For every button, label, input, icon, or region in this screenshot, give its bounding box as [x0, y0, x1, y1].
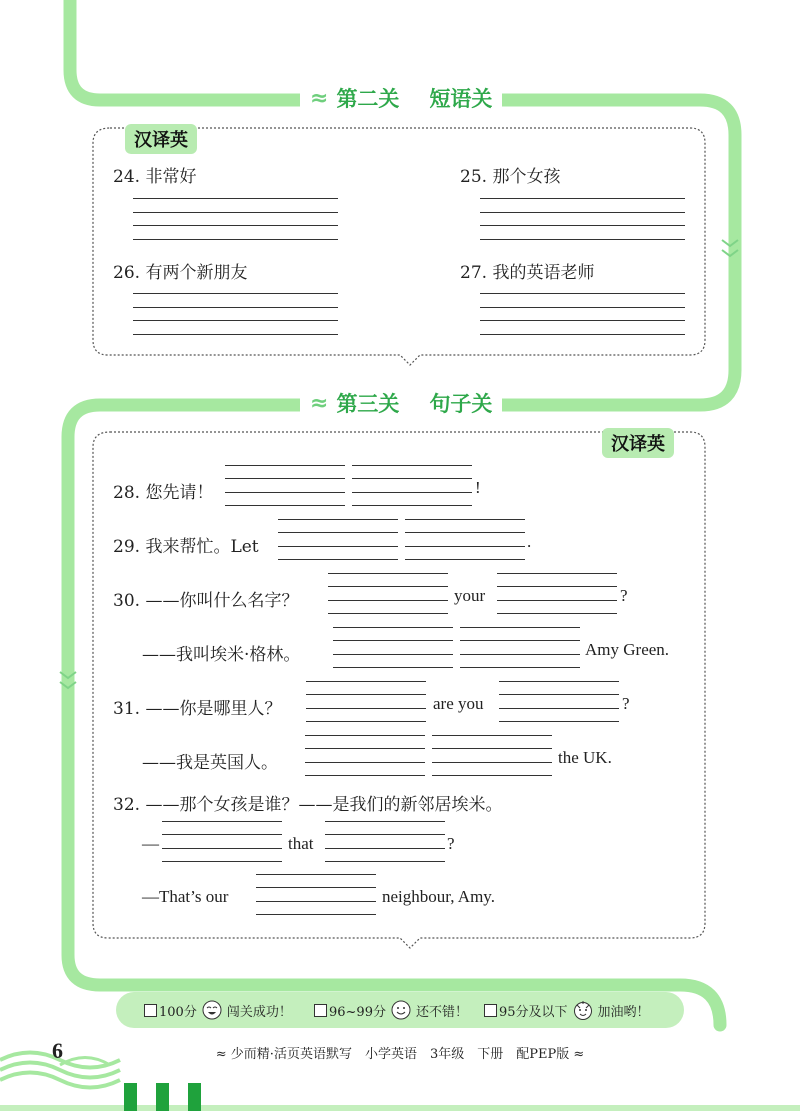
- answer-line[interactable]: [133, 212, 338, 213]
- question-number: 27.: [460, 263, 488, 283]
- answer-line[interactable]: [278, 519, 398, 520]
- answer-line[interactable]: [162, 834, 282, 835]
- answer-line[interactable]: [333, 640, 453, 641]
- answer-line[interactable]: [499, 681, 619, 682]
- answer-line[interactable]: [333, 654, 453, 655]
- answer-line[interactable]: [162, 848, 282, 849]
- answer-line[interactable]: [306, 681, 426, 682]
- answer-line[interactable]: [432, 735, 552, 736]
- checkbox[interactable]: [484, 1004, 497, 1017]
- score-text: 95分及以下: [499, 1004, 568, 1020]
- answer-line[interactable]: [305, 762, 425, 763]
- checkbox[interactable]: [144, 1004, 157, 1017]
- answer-31: ——我是英国人。: [142, 753, 278, 773]
- banner-title: 第二关: [336, 87, 400, 111]
- answer-line[interactable]: [480, 320, 685, 321]
- answer-line[interactable]: [328, 586, 448, 587]
- answer-line[interactable]: [225, 478, 345, 479]
- banner-subtitle: 句子关: [429, 392, 493, 416]
- question-24: [113, 162, 196, 187]
- answer-line[interactable]: [328, 573, 448, 574]
- answer-line[interactable]: [133, 225, 338, 226]
- banner-subtitle: 短语关: [429, 87, 493, 111]
- answer-line[interactable]: [497, 600, 617, 601]
- inline-word: Amy Green.: [585, 640, 670, 659]
- wave-icon: ≈: [310, 85, 329, 111]
- dash: —: [142, 834, 159, 853]
- question-text: 我的英语老师: [492, 263, 595, 283]
- question-27: [460, 258, 594, 283]
- answer-line[interactable]: [328, 600, 448, 601]
- answer-line[interactable]: [306, 694, 426, 695]
- laughing-face-icon: [201, 999, 223, 1021]
- inline-word: the UK.: [558, 748, 612, 767]
- cheering-face-icon: [572, 999, 594, 1021]
- answer-line[interactable]: [405, 546, 525, 547]
- answer-line[interactable]: [460, 667, 580, 668]
- answer-line[interactable]: [480, 334, 685, 335]
- answer-line[interactable]: [133, 198, 338, 199]
- question-31: 31. ——你是哪里人？: [113, 699, 282, 719]
- question-25: [460, 162, 560, 187]
- answer-line[interactable]: [225, 465, 345, 466]
- answer-line[interactable]: [499, 694, 619, 695]
- wave-icon: ≈: [310, 390, 329, 416]
- question-30: 30. ——你叫什么名字？: [113, 591, 299, 611]
- answer-line[interactable]: [133, 334, 338, 335]
- answer-line[interactable]: [256, 901, 376, 902]
- inline-word: your: [454, 586, 486, 605]
- score-text: 100分: [159, 1004, 197, 1020]
- answer-line[interactable]: [306, 721, 426, 722]
- smiley-face-icon: [390, 999, 412, 1021]
- answer-line[interactable]: [480, 212, 685, 213]
- answer-line[interactable]: [333, 667, 453, 668]
- decorative-bar: [188, 1083, 201, 1111]
- answer-line[interactable]: [480, 198, 685, 199]
- answer-line[interactable]: [405, 532, 525, 533]
- answer-line[interactable]: [133, 239, 338, 240]
- punctuation: !: [475, 478, 481, 497]
- question-number: 26.: [113, 263, 141, 283]
- answer-line[interactable]: [499, 708, 619, 709]
- question-29: 29. 我来帮忙。Let: [113, 537, 259, 557]
- answer-line[interactable]: [405, 519, 525, 520]
- answer-line[interactable]: [305, 775, 425, 776]
- answer-line[interactable]: [460, 654, 580, 655]
- answer-line[interactable]: [480, 293, 685, 294]
- answer-line[interactable]: [162, 861, 282, 862]
- answer-line[interactable]: [480, 225, 685, 226]
- question-number: 25.: [460, 167, 488, 187]
- question-text: 有两个新朋友: [145, 263, 248, 283]
- answer-line[interactable]: [305, 748, 425, 749]
- sentence-start: —That’s our: [142, 887, 229, 906]
- inline-word: are you: [433, 694, 484, 713]
- answer-line[interactable]: [133, 293, 338, 294]
- answer-line[interactable]: [432, 748, 552, 749]
- answer-line[interactable]: [497, 613, 617, 614]
- answer-line[interactable]: [256, 887, 376, 888]
- checkbox[interactable]: [314, 1004, 327, 1017]
- answer-line[interactable]: [133, 307, 338, 308]
- answer-line[interactable]: [352, 478, 472, 479]
- answer-line[interactable]: [328, 613, 448, 614]
- answer-line[interactable]: [325, 834, 445, 835]
- score-message: 闯关成功！: [226, 1004, 292, 1020]
- answer-line[interactable]: [133, 320, 338, 321]
- answer-line[interactable]: [162, 821, 282, 822]
- answer-line[interactable]: [352, 505, 472, 506]
- decorative-bar: [124, 1083, 137, 1111]
- score-text: 96~99分: [329, 1004, 386, 1020]
- answer-line[interactable]: [497, 586, 617, 587]
- inline-word: neighbour, Amy.: [382, 887, 495, 906]
- section-tag: 汉译英: [125, 124, 197, 154]
- page-number: 6: [52, 1038, 63, 1063]
- inline-word: that: [288, 834, 314, 853]
- answer-line[interactable]: [325, 821, 445, 822]
- answer-line[interactable]: [325, 848, 445, 849]
- score-message: 加油哟！: [597, 1004, 650, 1020]
- score-bar: [116, 992, 684, 1028]
- section-banner-phrases: [300, 83, 502, 113]
- banner-title: 第三关: [336, 392, 400, 416]
- question-32: 32. ——那个女孩是谁？——是我们的新邻居埃米。: [113, 795, 503, 815]
- punctuation: ?: [622, 694, 630, 713]
- answer-line[interactable]: [497, 573, 617, 574]
- answer-line[interactable]: [499, 721, 619, 722]
- question-text: 那个女孩: [492, 167, 561, 187]
- answer-line[interactable]: [306, 708, 426, 709]
- answer-line[interactable]: [460, 627, 580, 628]
- answer-line[interactable]: [278, 546, 398, 547]
- answer-line[interactable]: [432, 775, 552, 776]
- question-text: 非常好: [145, 167, 197, 187]
- answer-line[interactable]: [325, 861, 445, 862]
- question-26: [113, 258, 247, 283]
- answer-line[interactable]: [460, 640, 580, 641]
- answer-line[interactable]: [432, 762, 552, 763]
- answer-line[interactable]: [256, 914, 376, 915]
- question-28: 28. 您先请！: [113, 483, 214, 503]
- answer-line[interactable]: [352, 465, 472, 466]
- answer-line[interactable]: [305, 735, 425, 736]
- answer-line[interactable]: [480, 239, 685, 240]
- answer-line[interactable]: [480, 307, 685, 308]
- answer-line[interactable]: [278, 532, 398, 533]
- answer-line[interactable]: [333, 627, 453, 628]
- section-banner-sentences: [300, 388, 502, 418]
- score-item-96: [314, 992, 468, 1028]
- question-number: 24.: [113, 167, 141, 187]
- answer-line[interactable]: [225, 492, 345, 493]
- punctuation: ?: [447, 834, 455, 853]
- footer-text: ≈ 少而精·活页英语默写 小学英语 3年级 下册 配PEP版 ≈: [215, 1047, 585, 1062]
- score-item-95: [484, 992, 650, 1028]
- decorative-bar: [156, 1083, 169, 1111]
- answer-line[interactable]: [352, 492, 472, 493]
- answer-line[interactable]: [225, 505, 345, 506]
- answer-line[interactable]: [405, 559, 525, 560]
- score-message: 还不错！: [415, 1004, 468, 1020]
- answer-line[interactable]: [278, 559, 398, 560]
- score-item-100: [144, 992, 292, 1028]
- answer-line[interactable]: [256, 874, 376, 875]
- answer-30: ——我叫埃米·格林。: [142, 645, 301, 665]
- punctuation: .: [527, 532, 532, 551]
- punctuation: ?: [620, 586, 628, 605]
- section-tag: 汉译英: [602, 428, 674, 458]
